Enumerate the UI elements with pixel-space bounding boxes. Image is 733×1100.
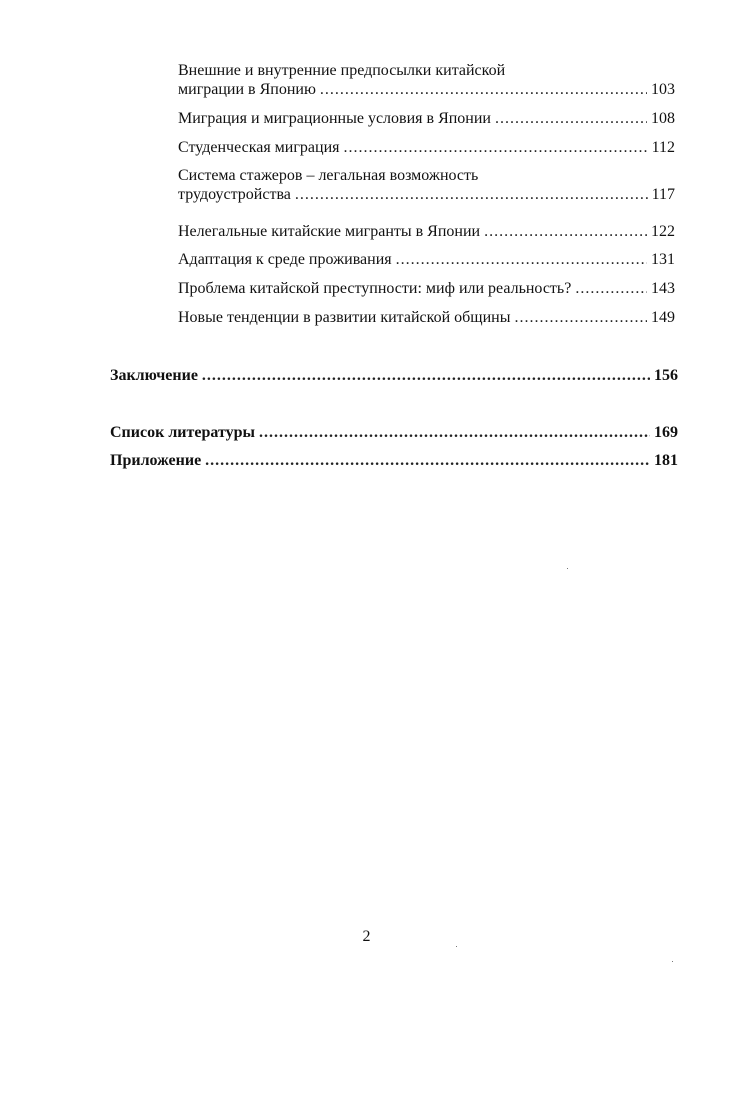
toc-entry <box>178 251 675 269</box>
toc-leader-dots <box>344 139 648 157</box>
toc-section-title: Заключение <box>110 367 198 384</box>
toc-section-title: Список литературы <box>110 424 255 441</box>
toc-entry-title: трудоустройства <box>178 186 291 203</box>
toc-entry-title: Нелегальные китайские мигранты в Японии <box>178 223 481 240</box>
toc-section <box>110 452 678 470</box>
toc-entry <box>178 139 675 157</box>
toc-entry-title-line: Внешние и внутренние предпосылки китайской <box>178 62 506 79</box>
toc-entry-title: миграции в Японию <box>178 81 316 98</box>
toc-leader-dots <box>484 223 647 241</box>
toc-entry-page: 108 <box>651 110 675 127</box>
toc-leader-dots <box>514 309 647 327</box>
scan-speck <box>456 946 457 947</box>
toc-entry <box>178 81 675 99</box>
toc-leader-dots <box>396 251 647 269</box>
toc-entry-title: Студенческая миграция <box>178 139 340 156</box>
toc-section <box>110 367 678 385</box>
toc-entry-page: 103 <box>651 81 675 98</box>
page-number: 2 <box>362 928 371 945</box>
toc-entry-page: 117 <box>651 186 675 203</box>
toc-leader-dots <box>575 280 647 298</box>
toc-entry <box>178 309 675 327</box>
toc-section-page: 169 <box>654 424 678 441</box>
toc-entry-page: 149 <box>651 309 675 326</box>
toc-entry <box>178 110 675 128</box>
toc-leader-dots <box>205 452 650 470</box>
toc-entry <box>178 280 675 298</box>
toc-entry-page: 122 <box>651 223 675 240</box>
toc-entry-page: 112 <box>651 139 675 156</box>
toc-leader-dots <box>202 367 650 385</box>
toc-entry-page: 143 <box>651 280 675 297</box>
toc-section <box>110 424 678 442</box>
scan-speck <box>567 568 568 569</box>
toc-entry <box>178 223 675 241</box>
toc-entry-title: Новые тенденции в развитии китайской общины <box>178 309 511 326</box>
toc-section-title: Приложение <box>110 452 202 469</box>
toc-entry-title: Миграция и миграционные условия в Японии <box>178 110 491 127</box>
toc-section-page: 156 <box>654 367 678 384</box>
toc-leader-dots <box>320 81 647 99</box>
toc-leader-dots <box>295 186 648 204</box>
toc-entry-page: 131 <box>651 251 675 268</box>
toc-entry-title-line: Система стажеров – легальная возможность <box>178 167 479 184</box>
toc-entry-title: Проблема китайской преступности: миф или реальность? <box>178 280 572 297</box>
toc-leader-dots <box>259 424 650 442</box>
scan-speck <box>672 961 673 962</box>
toc-entry <box>178 186 675 204</box>
toc-section-page: 181 <box>654 452 678 469</box>
toc-entry-title: Адаптация к среде проживания <box>178 251 392 268</box>
toc-leader-dots <box>495 110 647 128</box>
